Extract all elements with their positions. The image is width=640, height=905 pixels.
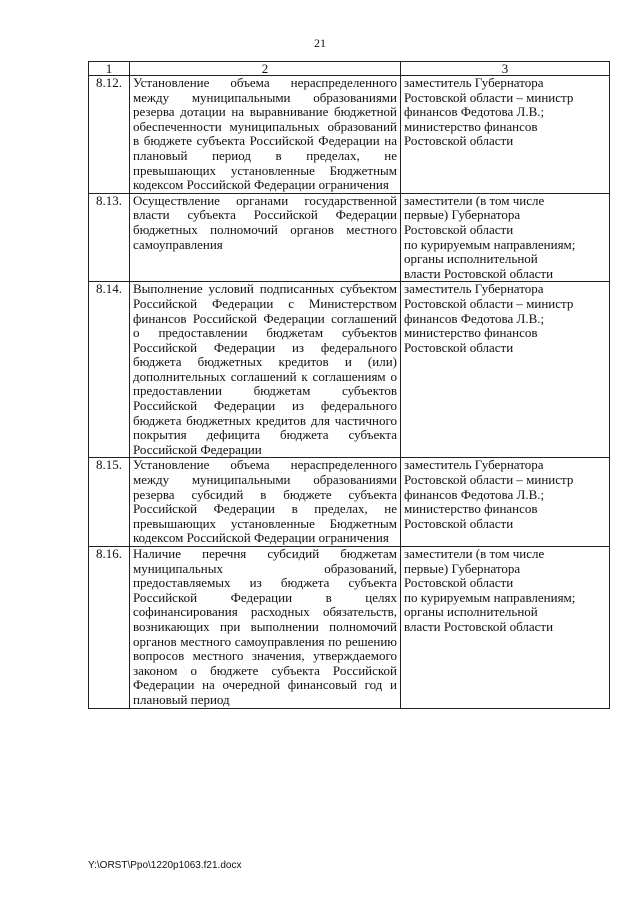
responsible-line: Ростовской области – министр: [404, 89, 574, 105]
responsible-line: Ростовской области: [404, 575, 514, 591]
responsible-line: власти Ростовской области: [404, 265, 554, 281]
responsible-line: министерство финансов: [404, 501, 538, 517]
responsible-line: заместитель Губернатора: [404, 281, 544, 297]
measure-text: Осуществление органами государственной власти субъекта Российской Федерации бюджетных полномочий органов местного самоуправления: [130, 193, 401, 282]
measure-text: Установление объема нераспределенного между муниципальными образованиями резерва дотации на выравнивание бюджетной обеспеченности муниципальных образований в бюджете субъекта Российской Федерации на плановый период в пределах, не превышающих установленные Бюджетным кодексом Российской Федерации ограничения: [130, 76, 401, 194]
responsible-line: по курируемым направлениям;: [404, 236, 576, 252]
measure-text: Выполнение условий подписанных субъектом Российской Федерации с Министерством финансов Российской Федерации соглашений о предоставлении бюджетам субъектов Российской Федерации из федерального бюджета бюджетных кредитов и (или) дополнительных соглашений к соглашениям о предоставлении бюджетам субъектов Российской Федерации из федерального бюджета бюджетных кредитов для частичного покрытия дефицита бюджета субъекта Российской Федерации: [130, 282, 401, 458]
responsible-line: органы исполнительной: [404, 251, 538, 267]
measure-text: Установление объема нераспределенного между муниципальными образованиями резерва субсидий в бюджете субъекта Российской Федерации в пределах, не превышающих установленные Бюджетным кодексом Российской Федерации ограничения: [130, 458, 401, 547]
responsible-line: Ростовской области: [404, 515, 514, 531]
responsible-cell: [401, 76, 610, 194]
table-row: [89, 547, 610, 709]
responsible-line: финансов Федотова Л.В.;: [404, 104, 545, 120]
responsible-line: Ростовской области – министр: [404, 295, 574, 311]
responsible-line: Ростовской области: [404, 221, 514, 237]
responsible-line: заместители (в том числе: [404, 546, 545, 561]
document-file-path: Y:\ORST\Ppo\1220p1063.f21.docx: [88, 860, 242, 871]
responsible-cell: [401, 193, 610, 282]
responsible-line: первые) Губернатора: [404, 560, 521, 576]
column-measure-header: 2: [130, 62, 401, 76]
table-row: [89, 193, 610, 282]
row-number: 8.14.: [89, 282, 130, 458]
responsible-line: заместитель Губернатора: [404, 75, 544, 90]
column-number-header: 1: [89, 62, 130, 76]
responsible-line: министерство финансов: [404, 325, 538, 341]
responsible-line: власти Ростовской области: [404, 618, 554, 634]
responsible-line: Ростовской области: [404, 133, 514, 149]
responsible-line: финансов Федотова Л.В.;: [404, 486, 545, 502]
responsible-line: заместители (в том числе: [404, 192, 545, 208]
row-number: 8.16.: [89, 547, 130, 709]
responsible-line: по курируемым направлениям;: [404, 589, 576, 605]
responsible-cell: [401, 458, 610, 547]
table-row: [89, 282, 610, 458]
responsible-line: Ростовской области: [404, 339, 514, 355]
responsible-line: финансов Федотова Л.В.;: [404, 310, 545, 326]
row-number: 8.13.: [89, 193, 130, 282]
responsible-cell: [401, 547, 610, 709]
page-number: 21: [314, 36, 326, 50]
column-responsible-header: 3: [401, 62, 610, 76]
table-row: [89, 76, 610, 194]
measures-table: [88, 61, 610, 709]
responsible-line: министерство финансов: [404, 118, 538, 134]
responsible-line: первые) Губернатора: [404, 207, 521, 223]
responsible-line: органы исполнительной: [404, 604, 538, 620]
table-row: [89, 458, 610, 547]
row-number: 8.12.: [89, 76, 130, 194]
table-header-row: [89, 62, 610, 76]
measure-text: Наличие перечня субсидий бюджетам муниципальных образований, предоставляемых из бюджета субъекта Российской Федерации в целях софинансирования расходных обязательств, возникающих при выполнении полномочий органов местного самоуправления по решению вопросов местного значения, утверждаемого законом о бюджете субъекта Российской Федерации на очередной финансовый год и плановый период: [130, 547, 401, 709]
responsible-line: заместитель Губернатора: [404, 457, 544, 473]
responsible-cell: [401, 282, 610, 458]
responsible-line: Ростовской области – министр: [404, 472, 574, 488]
row-number: 8.15.: [89, 458, 130, 547]
